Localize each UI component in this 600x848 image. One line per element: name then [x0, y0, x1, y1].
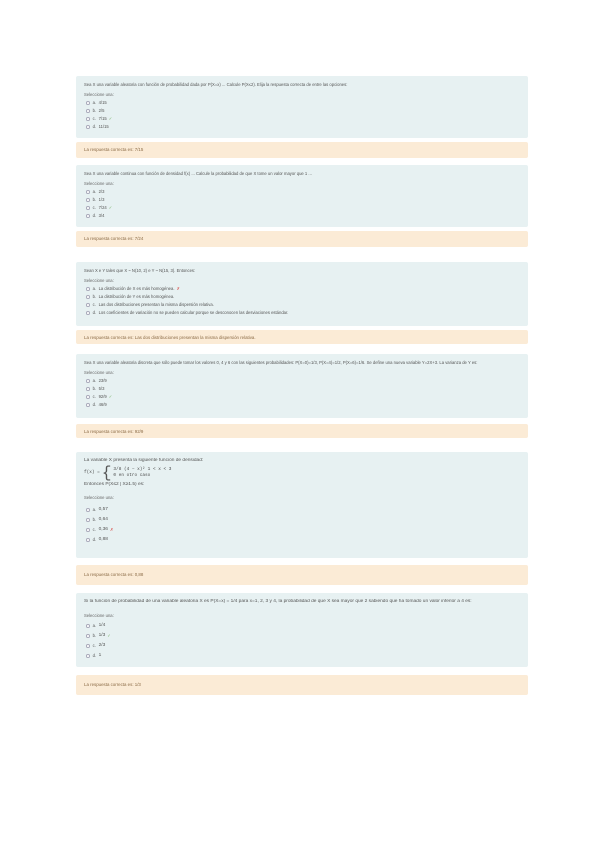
check-icon: ✓ — [107, 633, 111, 639]
radio-button[interactable] — [86, 634, 90, 638]
radio-button[interactable] — [86, 295, 90, 299]
radio-button[interactable] — [86, 379, 90, 383]
radio-button[interactable] — [86, 190, 90, 194]
answer-option[interactable]: a. La distribución de X es más homogénea. ✗ — [84, 285, 520, 293]
answer-option[interactable]: b. 0,64 — [84, 515, 520, 525]
radio-button[interactable] — [86, 303, 90, 307]
select-label: Seleccione una: — [84, 91, 114, 97]
select-label: Seleccione una: — [84, 612, 114, 618]
question-text: Sea X una variable aleatoria con función de probabilidad dada por P(X=x) ... Calcule P(X≤2). Elija la respuesta correcta de entre las opciones: — [84, 82, 348, 87]
radio-button[interactable] — [86, 518, 90, 522]
radio-button[interactable] — [86, 117, 90, 121]
answer-option[interactable]: d. 3/4 — [84, 212, 520, 220]
radio-button[interactable] — [86, 214, 90, 218]
select-label: Seleccione una: — [84, 495, 114, 501]
answer-option[interactable]: c. 0,36 ✗ — [84, 525, 520, 535]
answer-option[interactable]: b. 2/5 — [84, 107, 520, 115]
radio-button[interactable] — [86, 287, 90, 291]
answer-option[interactable]: b. La distribución de Y es más homogénea. — [84, 293, 520, 301]
answer-option[interactable]: c. 92/9 ✓ — [84, 393, 520, 401]
radio-button[interactable] — [86, 206, 90, 210]
answer-option[interactable]: d. 46/9 — [84, 401, 520, 409]
select-label: Seleccione una: — [84, 277, 114, 283]
radio-button[interactable] — [86, 644, 90, 648]
radio-button[interactable] — [86, 311, 90, 315]
density-formula: f(x) = { 3/8 (4 − x)² 1 < x < 3 0 en otro caso — [84, 463, 172, 482]
answer-option[interactable]: d. 1 — [84, 651, 520, 661]
question-card-5 — [76, 452, 528, 558]
answer-option[interactable]: c. Las dos distribuciones presentan la misma dispersión relativa. — [84, 301, 520, 309]
question-card-2 — [76, 165, 528, 227]
question-subtext: Entonces P(X≤2 | X≥1.5) es: — [84, 481, 145, 487]
radio-button[interactable] — [86, 125, 90, 129]
radio-button[interactable] — [86, 508, 90, 512]
radio-button[interactable] — [86, 101, 90, 105]
answer-option[interactable]: c. 7/24 ✓ — [84, 204, 520, 212]
radio-button[interactable] — [86, 654, 90, 658]
cross-icon: ✗ — [109, 526, 114, 532]
question-text: Si la función de probabilidad de una variable aleatoria X es P(X=x) = 1/4 para x=1, 2, 3 y 4, la probabilidad de que X sea mayor que 2 sabiendo que ha tomado un valor inferior a 4 es: — [84, 599, 472, 604]
radio-button[interactable] — [86, 624, 90, 628]
feedback-box-6: La respuesta correcta es: 1/3 — [76, 675, 528, 695]
answer-option[interactable]: a. 0,57 — [84, 505, 520, 515]
question-text: Sea X una variable aleatoria discreta que sólo puede tomar los valores 0, 4 y 6 con las siguientes probabilidades: P(X=0)=1/3, P(X=4)=1/2, P(X=6)=1/6. Se define una nueva variable Y=2X+3. La varianza de Y es: — [84, 360, 478, 365]
feedback-box-5: La respuesta correcta es: 0,88 — [76, 565, 528, 585]
answer-option[interactable]: b. 1/3 — [84, 196, 520, 204]
select-label: Seleccione una: — [84, 369, 114, 375]
answer-option[interactable]: d. 0,88 — [84, 535, 520, 545]
radio-button[interactable] — [86, 395, 90, 399]
radio-button[interactable] — [86, 198, 90, 202]
answer-option[interactable]: a. 2/3 — [84, 188, 520, 196]
question-card-1 — [76, 76, 528, 138]
radio-button[interactable] — [86, 387, 90, 391]
radio-button[interactable] — [86, 538, 90, 542]
feedback-box-1: La respuesta correcta es: 7/15 — [76, 142, 528, 158]
check-icon: ✓ — [108, 394, 113, 400]
question-text: Sea X una variable continua con función de densidad f(x) ... Calcule la probabilidad de que X tome un valor mayor que 1 ... — [84, 171, 312, 176]
feedback-box-3: La respuesta correcta es: Las dos distribuciones presentan la misma dispersión relativa. — [76, 330, 528, 344]
radio-button[interactable] — [86, 109, 90, 113]
feedback-box-4: La respuesta correcta es: 92/9 — [76, 424, 528, 438]
radio-button[interactable] — [86, 528, 90, 532]
brace-icon: { — [101, 463, 112, 482]
answer-option[interactable]: d. Los coeficientes de variación no se pueden calcular porque se desconocen las desviaciones estándar. — [84, 309, 520, 317]
cross-icon: ✗ — [176, 286, 180, 292]
answer-option[interactable]: a. 23/9 — [84, 377, 520, 385]
question-card-6 — [76, 593, 528, 667]
question-text: La variable X presenta la siguiente función de densidad: — [84, 458, 204, 463]
feedback-box-2: La respuesta correcta es: 7/24 — [76, 231, 528, 247]
answer-option[interactable]: c. 2/3 — [84, 641, 520, 651]
question-text: Sean X e Y tales que X ~ N(10, 2) e Y ~ N(15, 3). Entonces: — [84, 268, 196, 273]
question-card-3 — [76, 262, 528, 326]
radio-button[interactable] — [86, 403, 90, 407]
check-icon: ✓ — [108, 116, 113, 122]
answer-option[interactable]: b. 5/3 — [84, 385, 520, 393]
answer-option[interactable]: b. 1/3 ✓ — [84, 631, 520, 641]
answer-option[interactable]: c. 7/15 ✓ — [84, 115, 520, 123]
check-icon: ✓ — [108, 205, 113, 211]
answer-option[interactable]: d. 11/15 — [84, 123, 520, 131]
answer-option[interactable]: a. 1/4 — [84, 621, 520, 631]
answer-option[interactable]: a. 4/15 — [84, 99, 520, 107]
question-card-4 — [76, 354, 528, 418]
select-label: Seleccione una: — [84, 180, 114, 186]
